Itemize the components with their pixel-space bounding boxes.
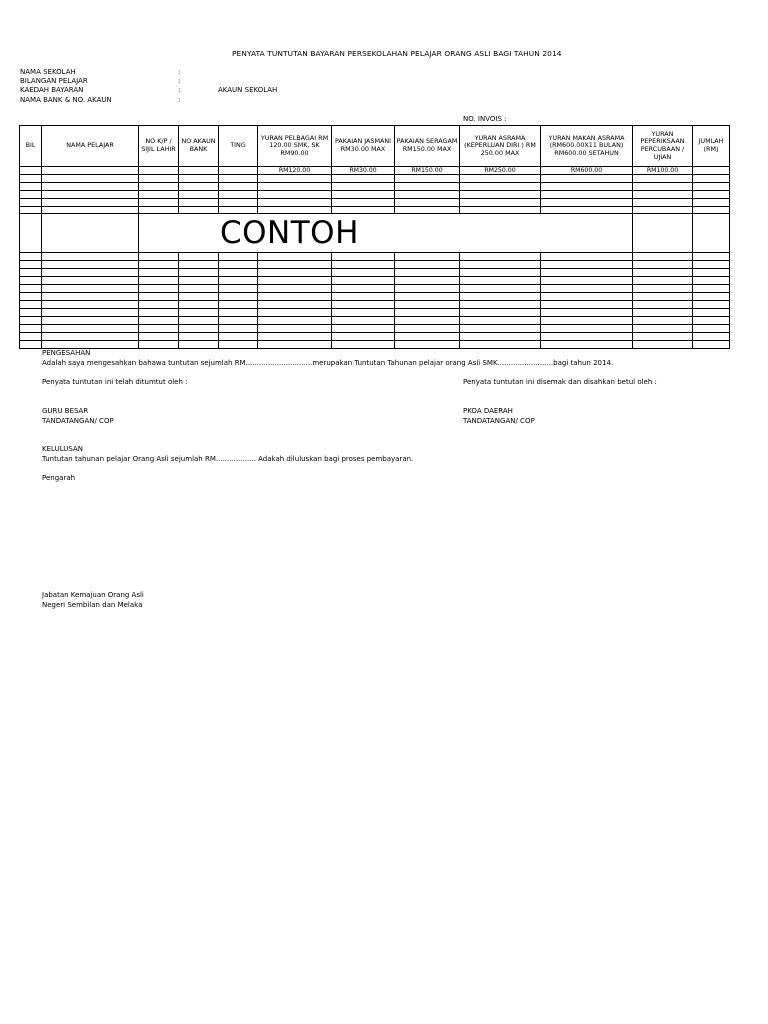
kelulusan-heading: KELULUSAN	[42, 445, 83, 453]
table-cell	[395, 183, 460, 191]
table-cell	[20, 214, 42, 253]
table-cell	[258, 301, 332, 309]
table-cell	[395, 285, 460, 293]
table-cell	[633, 333, 693, 341]
table-cell	[42, 317, 139, 325]
info-row-nama-bank	[20, 96, 218, 105]
table-cell	[42, 207, 139, 214]
table-cell	[541, 341, 633, 349]
table-cell	[633, 199, 693, 207]
table-cell	[332, 191, 395, 199]
table-cell	[541, 199, 633, 207]
table-cell	[179, 261, 219, 269]
table-row	[20, 175, 730, 183]
table-cell	[633, 261, 693, 269]
table-cell	[541, 175, 633, 183]
info-colon: :	[178, 86, 181, 94]
table-cell	[460, 317, 541, 325]
table-cell	[219, 199, 258, 207]
table-cell	[633, 277, 693, 285]
table-cell	[20, 175, 42, 183]
table-row	[20, 309, 730, 317]
table-cell	[42, 309, 139, 317]
table-cell	[139, 301, 179, 309]
department-line-1: Jabatan Kemajuan Orang Asli	[42, 591, 144, 599]
table-cell	[633, 214, 693, 253]
prepared-by-text: Penyata tuntutan ini telah ditumtut oleh :	[42, 378, 188, 386]
table-row	[20, 285, 730, 293]
table-cell	[42, 191, 139, 199]
table-cell	[20, 341, 42, 349]
table-cell	[332, 175, 395, 183]
table-cell	[219, 309, 258, 317]
right-role: PKOA DAERAH	[463, 407, 513, 415]
table-cell	[332, 269, 395, 277]
table-cell	[332, 261, 395, 269]
amount-cell: RM30.00	[332, 167, 395, 175]
table-cell	[179, 175, 219, 183]
table-cell	[332, 253, 395, 261]
pengesahan-text: Adalah saya mengesahkan bahawa tuntutan sejumlah RM..............................merupakan Tuntutan Tahunan pelajar orang Asli SMK.........................bagi tahun 2014.	[42, 359, 614, 367]
table-cell	[693, 301, 730, 309]
info-colon: :	[178, 68, 181, 76]
table-cell	[139, 277, 179, 285]
table-cell	[139, 207, 179, 214]
table-cell	[219, 183, 258, 191]
table-cell	[395, 301, 460, 309]
header-no-akaun-bank: NO AKAUN BANK	[179, 126, 219, 167]
table-cell	[633, 341, 693, 349]
table-cell	[42, 269, 139, 277]
table-cell	[460, 191, 541, 199]
table-cell	[693, 191, 730, 199]
table-cell	[139, 191, 179, 199]
table-cell	[139, 293, 179, 301]
table-cell	[179, 207, 219, 214]
header-nama-pelajar: NAMA PELAJAR	[42, 126, 139, 167]
table-cell	[258, 341, 332, 349]
table-cell	[219, 207, 258, 214]
table-cell	[395, 269, 460, 277]
table-cell	[20, 285, 42, 293]
table-row	[20, 325, 730, 333]
table-cell	[258, 309, 332, 317]
invoice-number-label: NO. INVOIS :	[463, 115, 507, 123]
header-pakaian-jasmani: PAKAIAN JASMANI RM30.00 MAX	[332, 126, 395, 167]
table-cell	[460, 325, 541, 333]
info-value: AKAUN SEKOLAH	[218, 86, 278, 94]
table-cell	[693, 285, 730, 293]
table-cell	[139, 309, 179, 317]
table-cell	[460, 285, 541, 293]
table-cell	[139, 175, 179, 183]
table-cell	[139, 317, 179, 325]
table-cell	[395, 341, 460, 349]
table-cell	[179, 333, 219, 341]
info-label: BILANGAN PELAJAR	[20, 77, 88, 85]
table-cell	[42, 341, 139, 349]
table-cell	[20, 293, 42, 301]
table-cell	[460, 277, 541, 285]
department-line-2: Negeri Sembilan dan Melaka	[42, 601, 143, 609]
table-cell	[20, 333, 42, 341]
table-cell	[219, 333, 258, 341]
table-cell	[395, 261, 460, 269]
table-cell	[42, 261, 139, 269]
table-cell	[332, 317, 395, 325]
table-cell	[20, 269, 42, 277]
table-cell	[219, 277, 258, 285]
table-cell	[395, 253, 460, 261]
table-cell	[633, 183, 693, 191]
table-cell	[332, 325, 395, 333]
table-cell	[460, 309, 541, 317]
table-cell	[693, 309, 730, 317]
table-cell	[332, 333, 395, 341]
header-yuran-makan-asrama: YURAN MAKAN ASRAMA (RM600.00X11 BULAN) RM600.00 SETAHUN	[541, 126, 633, 167]
table-cell	[332, 341, 395, 349]
table-cell	[258, 207, 332, 214]
table-cell	[179, 341, 219, 349]
table-cell	[42, 293, 139, 301]
info-row-nama-sekolah	[20, 68, 218, 77]
table-row	[20, 301, 730, 309]
table-cell	[693, 325, 730, 333]
table-cell	[693, 293, 730, 301]
table-cell	[693, 341, 730, 349]
table-cell	[20, 199, 42, 207]
table-cell	[20, 183, 42, 191]
table-cell	[219, 293, 258, 301]
table-cell	[42, 199, 139, 207]
pengesahan-heading: PENGESAHAN	[42, 349, 91, 357]
table-cell	[332, 285, 395, 293]
table-cell	[541, 207, 633, 214]
header-bil: BIL	[20, 126, 42, 167]
table-cell	[179, 191, 219, 199]
table-cell	[541, 317, 633, 325]
table-cell	[219, 191, 258, 199]
document-title: PENYATA TUNTUTAN BAYARAN PERSEKOLAHAN PELAJAR ORANG ASLI BAGI TAHUN 2014	[232, 49, 562, 58]
table-cell	[693, 214, 730, 253]
table-cell	[460, 293, 541, 301]
table-cell	[633, 253, 693, 261]
header-ting: TING	[219, 126, 258, 167]
table-cell	[258, 261, 332, 269]
table-cell	[20, 207, 42, 214]
table-cell	[20, 277, 42, 285]
table-cell	[42, 333, 139, 341]
table-cell	[179, 253, 219, 261]
info-row-kaedah-bayaran	[20, 86, 277, 95]
table-cell	[219, 301, 258, 309]
table-cell	[541, 309, 633, 317]
table-cell	[541, 277, 633, 285]
watermark-text: CONTOH	[139, 214, 633, 253]
table-cell	[42, 325, 139, 333]
table-row	[20, 183, 730, 191]
table-cell	[633, 301, 693, 309]
table-cell	[42, 277, 139, 285]
table-cell	[258, 199, 332, 207]
table-cell	[42, 183, 139, 191]
table-row	[20, 341, 730, 349]
amount-cell	[20, 167, 42, 175]
table-cell	[541, 325, 633, 333]
table-cell	[20, 261, 42, 269]
table-cell	[258, 253, 332, 261]
header-yuran-pelbagai: YURAN PELBAGAI RM 120.00 SMK, SK RM90.00	[258, 126, 332, 167]
table-cell	[20, 301, 42, 309]
table-cell	[179, 277, 219, 285]
table-cell	[633, 293, 693, 301]
table-cell	[332, 309, 395, 317]
table-cell	[693, 261, 730, 269]
table-cell	[42, 214, 139, 253]
table-cell	[20, 253, 42, 261]
table-cell	[42, 175, 139, 183]
table-cell	[332, 293, 395, 301]
left-role: GURU BESAR	[42, 407, 89, 415]
table-cell	[258, 269, 332, 277]
info-colon: :	[178, 77, 181, 85]
table-cell	[633, 191, 693, 199]
table-cell	[179, 285, 219, 293]
table-cell	[460, 207, 541, 214]
table-cell	[460, 183, 541, 191]
amount-cell	[179, 167, 219, 175]
table-cell	[219, 261, 258, 269]
table-cell	[258, 191, 332, 199]
table-cell	[179, 199, 219, 207]
table-cell	[258, 277, 332, 285]
table-cell	[460, 341, 541, 349]
table-cell	[139, 325, 179, 333]
table-row	[20, 269, 730, 277]
table-cell	[332, 277, 395, 285]
table-row	[20, 207, 730, 214]
info-label: NAMA BANK & NO. AKAUN	[20, 96, 112, 104]
table-cell	[541, 183, 633, 191]
table-cell	[258, 333, 332, 341]
amount-cell: RM100.00	[633, 167, 693, 175]
table-row	[20, 277, 730, 285]
table-cell	[395, 191, 460, 199]
table-cell	[258, 293, 332, 301]
amount-cell: RM150.00	[395, 167, 460, 175]
table-cell	[395, 325, 460, 333]
table-cell	[460, 333, 541, 341]
amount-cell	[693, 167, 730, 175]
table-cell	[541, 269, 633, 277]
table-cell	[20, 317, 42, 325]
kelulusan-text: Tuntutan tahunan pelajar Orang Asli sejumlah RM.................. Adakah diluluskan bagi proses pembayaran.	[42, 455, 414, 463]
table-cell	[42, 253, 139, 261]
table-cell	[633, 207, 693, 214]
table-cell	[633, 309, 693, 317]
table-cell	[20, 191, 42, 199]
table-cell	[395, 175, 460, 183]
table-cell	[633, 285, 693, 293]
amount-cell	[219, 167, 258, 175]
table-cell	[179, 269, 219, 277]
table-cell	[395, 317, 460, 325]
table-cell	[139, 285, 179, 293]
header-yuran-asrama: YURAN ASRAMA (KEPERLUAN DIRI ) RM 250.00 MAX	[460, 126, 541, 167]
table-header-row	[20, 126, 730, 167]
table-row	[20, 317, 730, 325]
table-cell	[20, 325, 42, 333]
table-cell	[219, 325, 258, 333]
table-cell	[139, 333, 179, 341]
left-signature: TANDATANGAN/ COP	[42, 417, 114, 425]
right-signature: TANDATANGAN/ COP	[463, 417, 535, 425]
header-yuran-peperiksaan: YURAN PEPERIKSAAN PERCUBAAN / UJIAN	[633, 126, 693, 167]
watermark-row	[20, 214, 730, 253]
table-cell	[139, 253, 179, 261]
table-cell	[693, 207, 730, 214]
table-cell	[633, 269, 693, 277]
table-row	[20, 293, 730, 301]
table-cell	[541, 301, 633, 309]
header-pakaian-seragam: PAKAIAN SERAGAM RM150.00 MAX	[395, 126, 460, 167]
table-cell	[332, 301, 395, 309]
info-label: NAMA SEKOLAH	[20, 68, 76, 76]
table-cell	[633, 175, 693, 183]
table-cell	[179, 309, 219, 317]
table-cell	[179, 301, 219, 309]
table-cell	[693, 253, 730, 261]
table-cell	[219, 317, 258, 325]
claims-table	[19, 125, 730, 349]
table-cell	[693, 175, 730, 183]
info-row-bilangan-pelajar	[20, 77, 218, 86]
table-cell	[395, 207, 460, 214]
table-cell	[633, 325, 693, 333]
table-cell	[395, 293, 460, 301]
table-cell	[139, 183, 179, 191]
table-cell	[541, 333, 633, 341]
table-cell	[460, 175, 541, 183]
amount-cell: RM250.00	[460, 167, 541, 175]
table-row	[20, 333, 730, 341]
table-cell	[258, 175, 332, 183]
table-cell	[395, 333, 460, 341]
info-colon: :	[178, 96, 181, 104]
amount-cell: RM120.00	[258, 167, 332, 175]
header-jumlah: JUMLAH (RM)	[693, 126, 730, 167]
amount-row	[20, 167, 730, 175]
table-cell	[258, 317, 332, 325]
table-cell	[395, 309, 460, 317]
table-row	[20, 261, 730, 269]
table-cell	[541, 253, 633, 261]
table-cell	[460, 261, 541, 269]
table-row	[20, 191, 730, 199]
table-cell	[179, 293, 219, 301]
table-cell	[139, 341, 179, 349]
table-cell	[179, 317, 219, 325]
table-row	[20, 199, 730, 207]
table-cell	[541, 293, 633, 301]
table-cell	[395, 277, 460, 285]
table-cell	[179, 183, 219, 191]
table-cell	[460, 253, 541, 261]
table-cell	[541, 285, 633, 293]
table-cell	[693, 277, 730, 285]
table-row	[20, 253, 730, 261]
table-cell	[541, 191, 633, 199]
table-cell	[332, 199, 395, 207]
table-cell	[139, 261, 179, 269]
table-cell	[258, 285, 332, 293]
table-cell	[460, 301, 541, 309]
table-cell	[395, 199, 460, 207]
table-cell	[633, 317, 693, 325]
table-cell	[693, 183, 730, 191]
table-cell	[219, 175, 258, 183]
table-cell	[258, 183, 332, 191]
table-cell	[541, 261, 633, 269]
table-cell	[332, 207, 395, 214]
table-cell	[460, 199, 541, 207]
table-cell	[42, 285, 139, 293]
verified-by-text: Penyata tuntutan ini disemak dan disahkan betul oleh :	[463, 378, 657, 386]
table-cell	[42, 301, 139, 309]
info-label: KAEDAH BAYARAN	[20, 86, 84, 94]
table-cell	[693, 269, 730, 277]
header-no-kp: NO K/P / SIJIL LAHIR	[139, 126, 179, 167]
table-cell	[139, 199, 179, 207]
table-cell	[20, 309, 42, 317]
pengarah-label: Pengarah	[42, 474, 76, 482]
table-cell	[693, 333, 730, 341]
table-cell	[219, 269, 258, 277]
amount-cell: RM600.00	[541, 167, 633, 175]
table-cell	[179, 325, 219, 333]
amount-cell	[42, 167, 139, 175]
amount-cell	[139, 167, 179, 175]
table-cell	[258, 325, 332, 333]
table-cell	[219, 285, 258, 293]
table-cell	[693, 317, 730, 325]
table-cell	[139, 269, 179, 277]
table-cell	[219, 253, 258, 261]
table-cell	[460, 269, 541, 277]
table-cell	[219, 341, 258, 349]
table-cell	[693, 199, 730, 207]
table-cell	[332, 183, 395, 191]
